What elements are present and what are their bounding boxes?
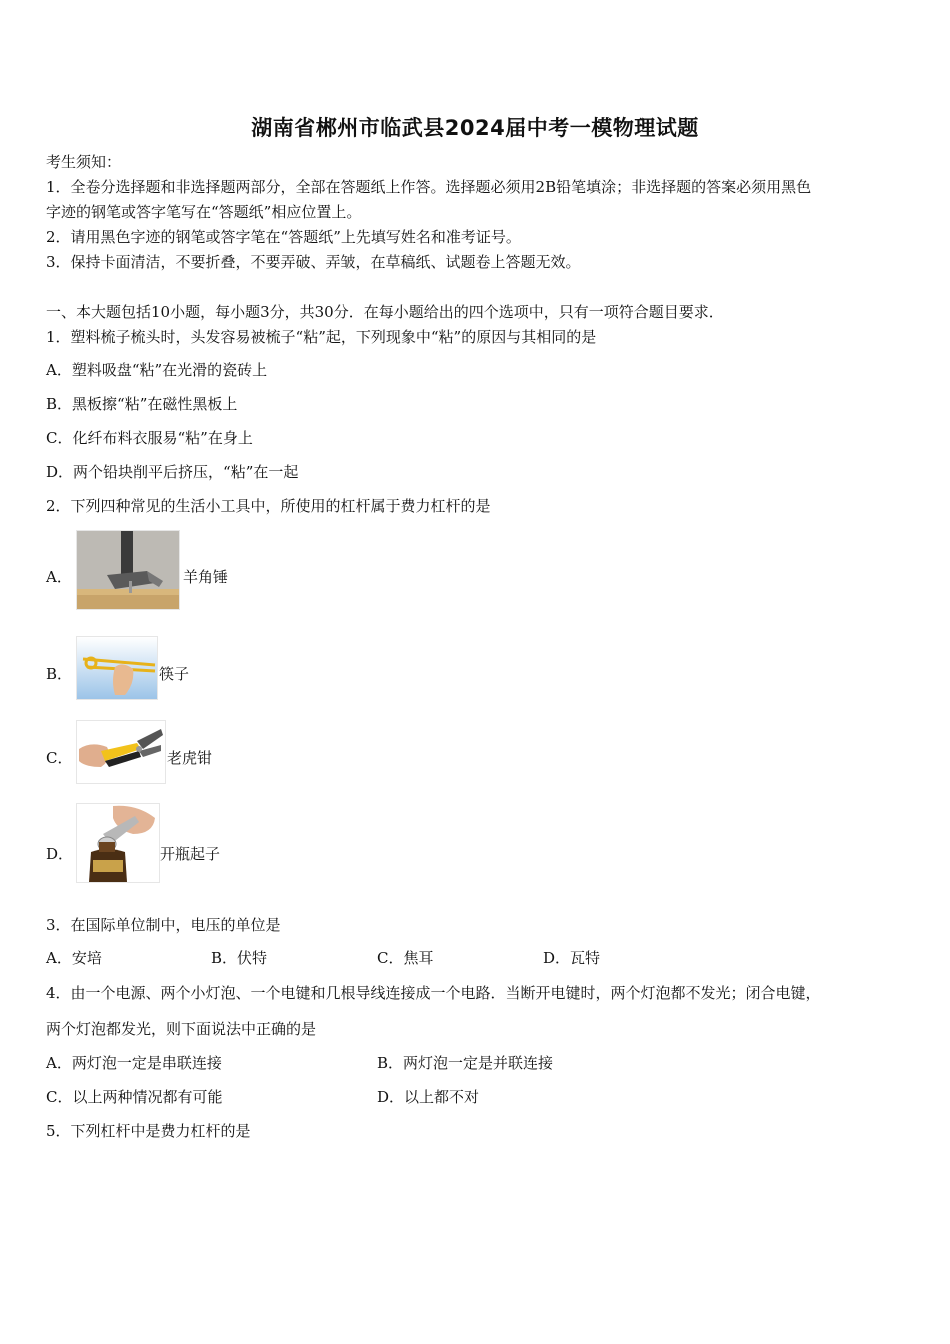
question-3-option-c: C．焦耳 bbox=[377, 949, 434, 967]
question-4-option-a: A．两灯泡一定是串联连接 bbox=[46, 1054, 222, 1072]
notice-item-1-cont: 字迹的钢笔或答字笔写在“答题纸”相应位置上。 bbox=[46, 203, 362, 221]
question-2-option-c-label: 老虎钳 bbox=[167, 749, 213, 767]
question-3-option-b: B．伏特 bbox=[211, 949, 268, 967]
question-1-option-b: B．黑板擦“粘”在磁性黑板上 bbox=[46, 395, 238, 413]
question-3-stem: 3．在国际单位制中，电压的单位是 bbox=[46, 916, 281, 934]
question-3-option-d: D．瓦特 bbox=[543, 949, 601, 967]
question-1-stem: 1．塑料梳子梳头时，头发容易被梳子“粘”起，下列现象中“粘”的原因与其相同的是 bbox=[46, 328, 597, 346]
question-5-stem: 5．下列杠杆中是费力杠杆的是 bbox=[46, 1122, 251, 1140]
pliers-photo bbox=[76, 720, 166, 784]
question-4-option-c: C．以上两种情况都有可能 bbox=[46, 1088, 223, 1106]
notice-item-3: 3．保持卡面清洁，不要折叠，不要弄破、弄皱，在草稿纸、试题卷上答题无效。 bbox=[46, 253, 581, 271]
page-title: 湖南省郴州市临武县2024届中考一模物理试题 bbox=[251, 116, 699, 140]
question-2-option-d-letter: D． bbox=[46, 845, 74, 863]
question-1-option-d: D．两个铅块削平后挤压，“粘”在一起 bbox=[46, 463, 299, 481]
bottle-opener-photo bbox=[76, 803, 160, 883]
question-4-option-b: B．两灯泡一定是并联连接 bbox=[377, 1054, 554, 1072]
notice-heading: 考生须知： bbox=[46, 153, 122, 171]
notice-item-2: 2．请用黑色字迹的钢笔或答字笔在“答题纸”上先填写姓名和准考证号。 bbox=[46, 228, 521, 246]
question-2-stem: 2．下列四种常见的生活小工具中，所使用的杠杆属于费力杠杆的是 bbox=[46, 497, 491, 515]
question-2-option-d-label: 开瓶起子 bbox=[160, 845, 221, 863]
question-2-option-a-label: 羊角锤 bbox=[183, 568, 229, 586]
question-3-option-a: A．安培 bbox=[46, 949, 102, 967]
question-1-option-c: C．化纤布料衣服易“粘”在身上 bbox=[46, 429, 253, 447]
question-4-stem-cont: 两个灯泡都发光，则下面说法中正确的是 bbox=[46, 1020, 317, 1038]
question-2-option-c-letter: C． bbox=[46, 749, 73, 767]
question-2-option-b-label: 筷子 bbox=[159, 665, 190, 683]
chopsticks-photo bbox=[76, 636, 158, 700]
section-heading: 一、本大题包括10小题，每小题3分，共30分．在每小题给出的四个选项中，只有一项符合题目要求． bbox=[46, 303, 724, 321]
claw-hammer-photo bbox=[76, 530, 180, 610]
question-4-stem: 4．由一个电源、两个小灯泡、一个电键和几根导线连接成一个电路．当断开电键时，两个灯泡都不发光；闭合电键， bbox=[46, 984, 821, 1002]
question-2-option-b-letter: B． bbox=[46, 665, 73, 683]
question-1-option-a: A．塑料吸盘“粘”在光滑的瓷砖上 bbox=[46, 361, 268, 379]
question-2-option-a-letter: A． bbox=[46, 568, 72, 586]
question-4-option-d: D．以上都不对 bbox=[377, 1088, 480, 1106]
notice-item-1: 1．全卷分选择题和非选择题两部分，全部在答题纸上作答。选择题必须用2B铅笔填涂；非选择题的答案必须用黑色 bbox=[46, 178, 812, 196]
